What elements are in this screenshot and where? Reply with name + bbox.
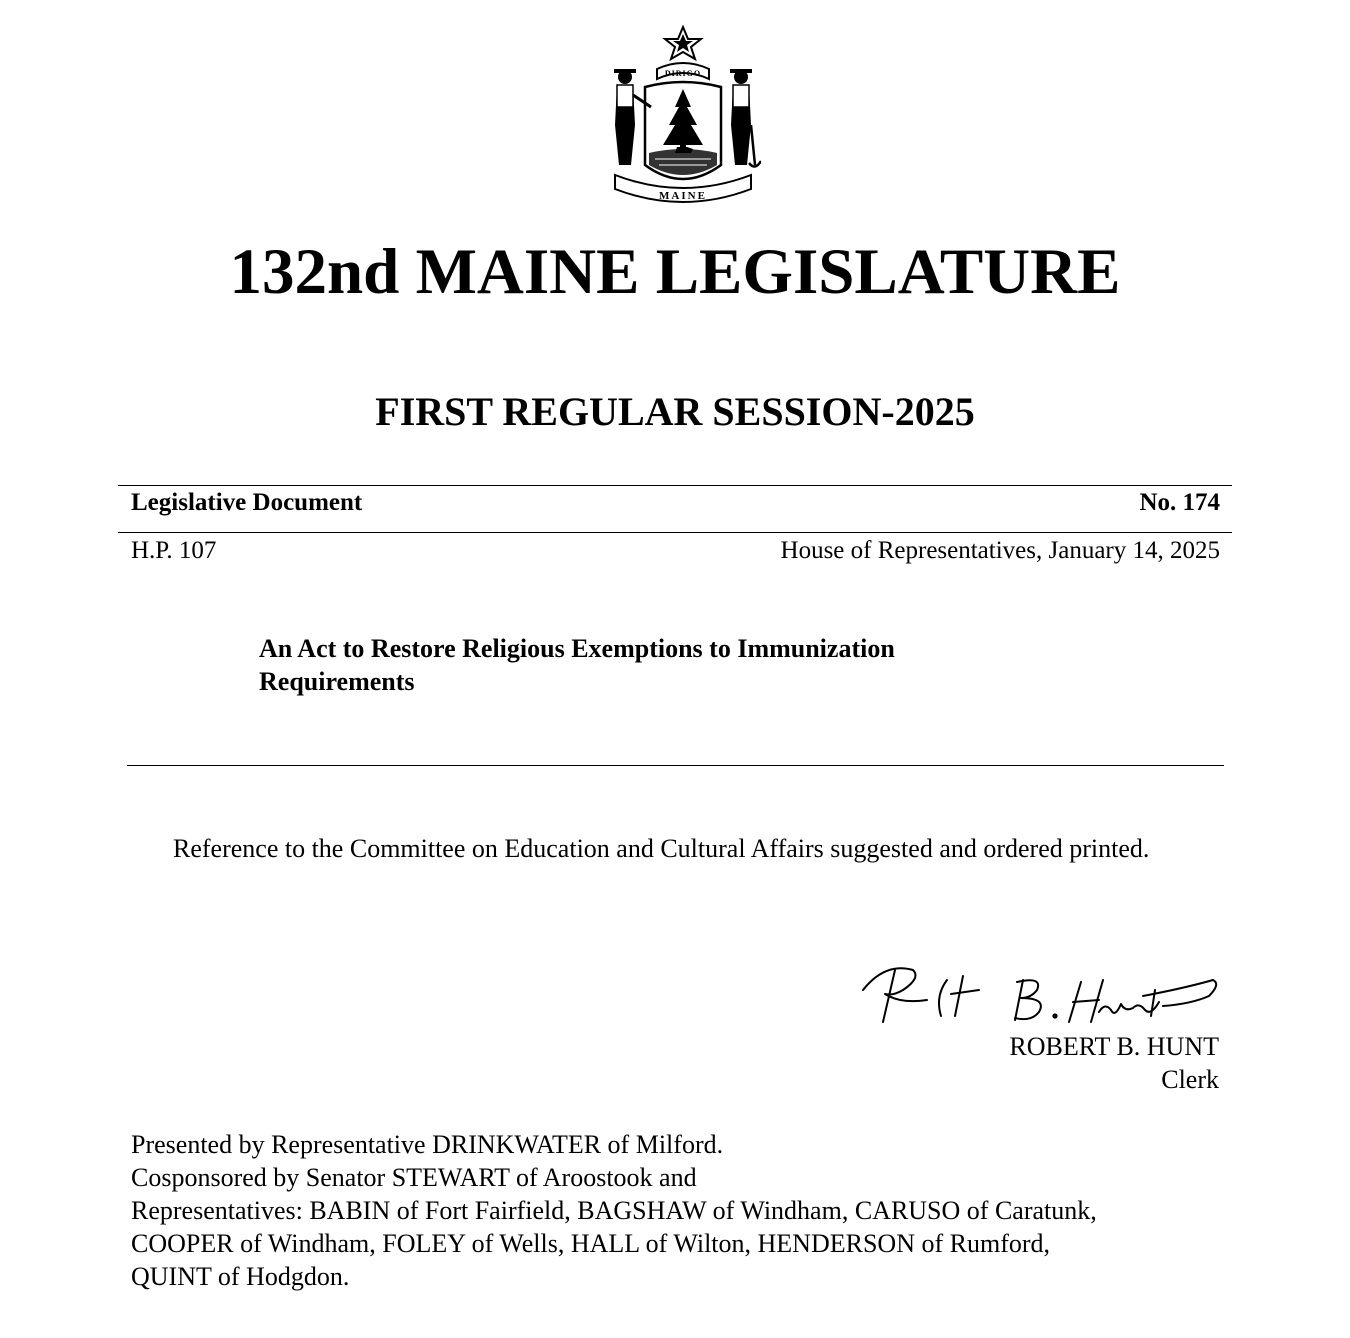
presenter-line: Presented by Representative DRINKWATER of Milford. xyxy=(131,1130,724,1159)
document-number: No. 174 xyxy=(1139,489,1220,516)
svg-text:DIRIGO: DIRIGO xyxy=(664,69,702,78)
svg-text:MAINE: MAINE xyxy=(659,190,707,202)
act-title-line: Requirements xyxy=(259,667,415,696)
representatives-line: Representatives: BABIN of Fort Fairfield, BAGSHAW of Windham, CARUSO of Caratunk, xyxy=(131,1196,1097,1225)
act-title xyxy=(259,632,1019,698)
hp-number: H.P. 107 xyxy=(131,537,217,564)
committee-reference: Reference to the Committee on Education and Cultural Affairs suggested and ordered printed. xyxy=(173,834,1150,863)
representatives-line: COOPER of Windham, FOLEY of Wells, HALL of Wilton, HENDERSON of Rumford, xyxy=(131,1229,1051,1258)
maine-state-seal-logo xyxy=(605,25,761,215)
middle-divider xyxy=(118,532,1232,533)
session-title: FIRST REGULAR SESSION-2025 xyxy=(375,389,975,434)
clerk-block xyxy=(1009,1030,1219,1096)
act-divider xyxy=(127,765,1224,766)
legislature-title: 132nd MAINE LEGISLATURE xyxy=(229,236,1121,308)
legislative-document-label: Legislative Document xyxy=(131,489,363,516)
clerk-signature xyxy=(855,960,1225,1035)
representatives-line: QUINT of Hodgdon. xyxy=(131,1262,350,1291)
chamber-date: House of Representatives, January 14, 2025 xyxy=(780,537,1220,564)
clerk-name: ROBERT B. HUNT xyxy=(1009,1032,1219,1061)
cosponsor-line: Cosponsored by Senator STEWART of Aroostook and xyxy=(131,1163,697,1192)
act-title-line: An Act to Restore Religious Exemptions to Immunization xyxy=(259,634,895,663)
sponsors-block xyxy=(131,1128,1231,1293)
top-divider xyxy=(118,485,1232,486)
clerk-title: Clerk xyxy=(1161,1065,1219,1094)
